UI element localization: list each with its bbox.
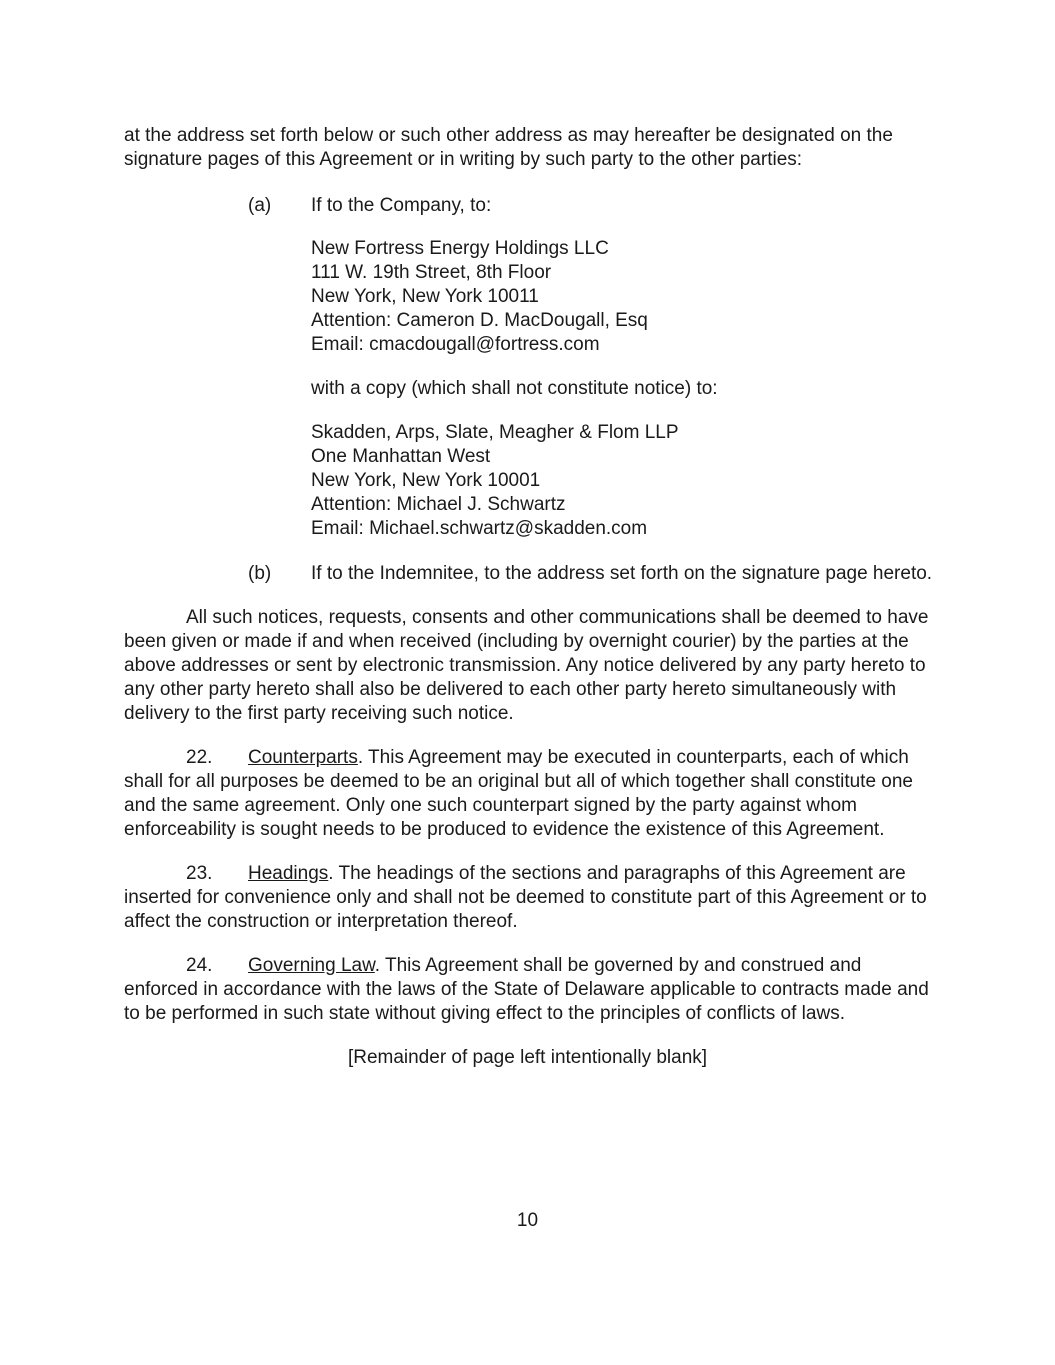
- intro-paragraph: [124, 124, 924, 172]
- paragraph-line: shall for all purposes be deemed to be an original but all of which together shall constitute one: [124, 771, 913, 792]
- address-line: Email: cmacdougall@fortress.com: [311, 334, 600, 355]
- paragraph-line: any other party hereto shall also be delivered to each other party hereto simultaneously with: [124, 679, 897, 700]
- section-heading: Headings: [248, 863, 329, 884]
- paragraph-line: delivery to the first party receiving such notice.: [124, 703, 514, 724]
- section-number: 23.: [186, 863, 213, 884]
- section-heading: Counterparts: [248, 747, 358, 768]
- address-line: 111 W. 19th Street, 8th Floor: [311, 262, 552, 283]
- section-22: [124, 746, 924, 842]
- paragraph-line: affect the construction or interpretation thereof.: [124, 911, 518, 932]
- item-a-text: If to the Company, to:: [311, 195, 492, 216]
- section-23: [124, 862, 927, 934]
- paragraph-line: . This Agreement shall be governed by and construed and: [374, 955, 862, 976]
- address-line: Attention: Michael J. Schwartz: [311, 494, 566, 515]
- address-line: One Manhattan West: [311, 446, 491, 467]
- section-heading: Governing Law: [248, 955, 375, 976]
- paragraph-line: enforced in accordance with the laws of the State of Delaware applicable to contracts made and: [124, 979, 929, 1000]
- paragraph-line: enforceability is sought needs to be produced to evidence the existence of this Agreement.: [124, 819, 885, 840]
- address-line: New Fortress Energy Holdings LLC: [311, 238, 609, 259]
- notices-paragraph: [124, 606, 929, 726]
- paragraph-line: . The headings of the sections and paragraphs of this Agreement are: [328, 863, 906, 884]
- paragraph-line: and the same agreement. Only one such counterpart signed by the party against whom: [124, 795, 857, 816]
- address-line: Skadden, Arps, Slate, Meagher & Flom LLP: [311, 422, 679, 443]
- paragraph-line: been given or made if and when received (including by overnight courier) by the parties at the: [124, 631, 909, 652]
- copy-address: [311, 421, 679, 541]
- intro-line: at the address set forth below or such other address as may hereafter be designated on the: [124, 125, 893, 146]
- section-number: 24.: [186, 955, 213, 976]
- paragraph-line: . This Agreement may be executed in counterparts, each of which: [357, 747, 909, 768]
- address-line: New York, New York 10011: [311, 286, 539, 307]
- address-line: Attention: Cameron D. MacDougall, Esq: [311, 310, 648, 331]
- section-number: 22.: [186, 747, 213, 768]
- paragraph-line: All such notices, requests, consents and other communications shall be deemed to have: [186, 607, 929, 628]
- address-line: New York, New York 10001: [311, 470, 541, 491]
- section-24: [124, 954, 929, 1026]
- item-a-label: (a): [248, 195, 272, 216]
- item-b-label: (b): [248, 563, 272, 584]
- copy-note: with a copy (which shall not constitute notice) to:: [311, 378, 718, 399]
- address-line: Email: Michael.schwartz@skadden.com: [311, 518, 648, 539]
- intro-line: signature pages of this Agreement or in writing by such party to the other parties:: [124, 149, 803, 170]
- remainder-note: [Remainder of page left intentionally blank]: [347, 1047, 708, 1068]
- item-b-text: If to the Indemnitee, to the address set forth on the signature page hereto.: [311, 563, 933, 584]
- paragraph-line: above addresses or sent by electronic transmission. Any notice delivered by any party hereto to: [124, 655, 926, 676]
- paragraph-line: inserted for convenience only and shall not be deemed to constitute part of this Agreement or to: [124, 887, 927, 908]
- page-number: 10: [516, 1210, 539, 1231]
- paragraph-line: to be performed in such state without giving effect to the principles of conflicts of laws.: [124, 1003, 845, 1024]
- company-address: [311, 237, 648, 357]
